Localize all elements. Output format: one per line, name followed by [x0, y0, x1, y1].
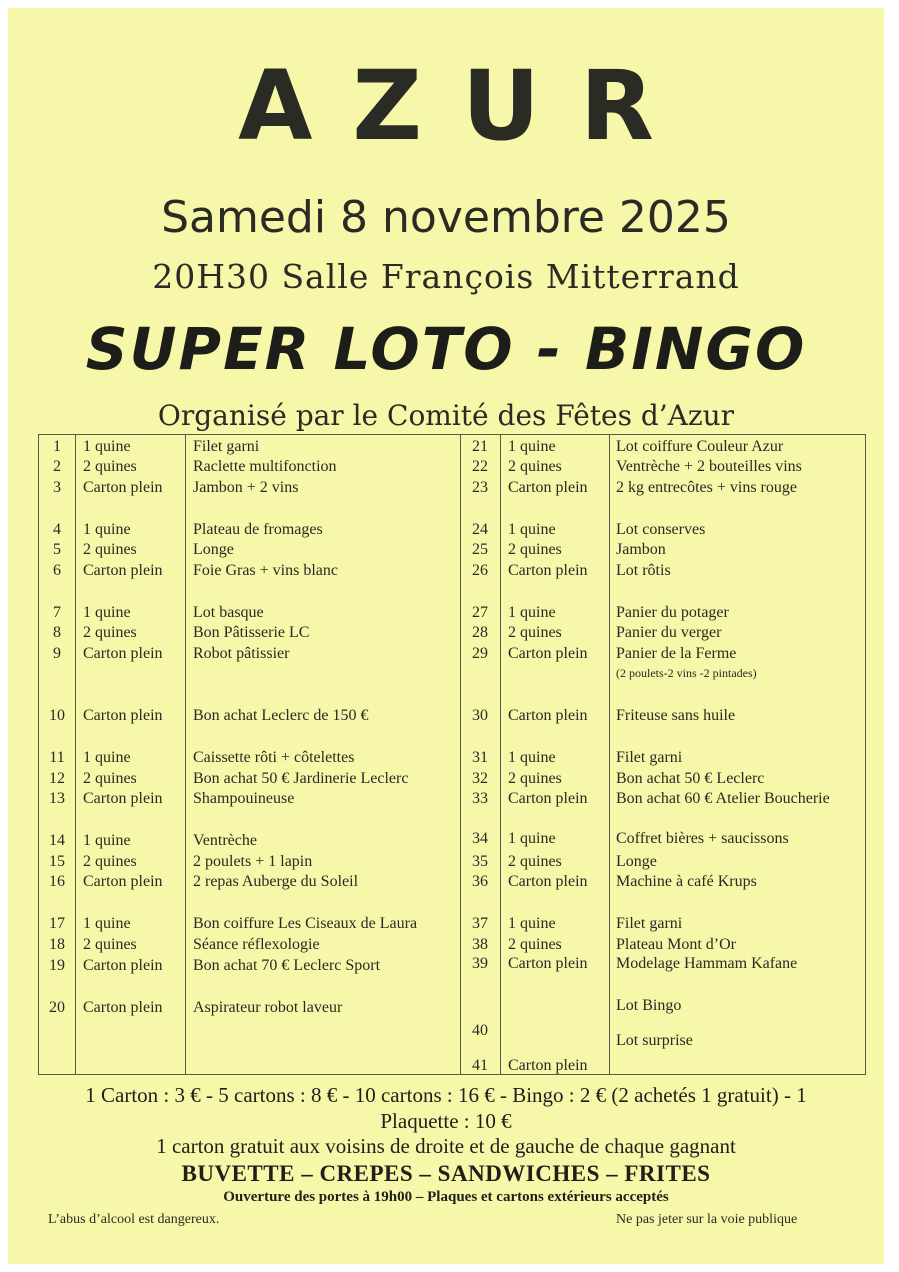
lot-number: 17	[49, 915, 65, 932]
lot-number: 29	[472, 645, 488, 662]
column-divider	[500, 435, 501, 1074]
pricing-line-1: 1 Carton : 3 € - 5 cartons : 8 € - 10 cartons : 16 € - Bingo : 2 € (2 achetés 1 gratuit) - 1	[85, 1083, 807, 1107]
lot-game-type: Carton plein	[508, 707, 588, 724]
lot-game-type: 1 quine	[83, 438, 131, 455]
lot-game-type: Carton plein	[508, 873, 588, 890]
buvette-line: BUVETTE – CREPES – SANDWICHES – FRITES	[181, 1161, 711, 1186]
lot-game-type: 2 quines	[83, 624, 137, 641]
lot-prize: Coffret bières + saucissons	[616, 830, 789, 847]
lot-game-type: Carton plein	[508, 479, 588, 496]
lot-number: 3	[53, 479, 61, 496]
lot-prize: Caissette rôti + côtelettes	[193, 749, 355, 766]
lot-prize: Séance réflexologie	[193, 936, 320, 953]
lot-number: 2	[53, 458, 61, 475]
lot-game-type: 2 quines	[83, 458, 137, 475]
lot-number: 4	[53, 521, 61, 538]
lot-prize: Ventrèche + 2 bouteilles vins	[616, 458, 802, 475]
column-divider	[185, 435, 186, 1074]
lot-prize: Filet garni	[616, 915, 683, 932]
lots-table	[38, 434, 866, 1075]
lot-game-type: 2 quines	[508, 458, 562, 475]
lot-prize: Lot Bingo	[616, 997, 682, 1014]
lot-prize: Bon achat 60 € Atelier Boucherie	[616, 790, 830, 807]
lot-prize: Lot rôtis	[616, 562, 671, 579]
lot-game-type: 2 quines	[83, 936, 137, 953]
lot-game-type: 1 quine	[83, 604, 131, 621]
lot-prize: Lot coiffure Couleur Azur	[616, 438, 784, 455]
lot-game-type: 2 quines	[508, 770, 562, 787]
lot-number: 32	[472, 770, 488, 787]
lot-number: 36	[472, 873, 488, 890]
lot-game-type: Carton plein	[83, 479, 163, 496]
lot-number: 11	[49, 749, 65, 766]
lot-prize: Robot pâtissier	[193, 645, 290, 662]
lot-number: 16	[49, 873, 65, 890]
lot-game-type: 1 quine	[83, 749, 131, 766]
lot-number: 21	[472, 438, 488, 455]
lot-prize: Longe	[193, 541, 234, 558]
lot-prize: Bon coiffure Les Ciseaux de Laura	[193, 915, 418, 932]
poster-title: AZUR	[238, 50, 694, 162]
lot-number: 13	[49, 790, 65, 807]
lot-prize: Bon achat 50 € Jardinerie Leclerc	[193, 770, 409, 787]
lot-number: 14	[49, 832, 65, 849]
lot-prize: 2 poulets + 1 lapin	[193, 853, 313, 870]
lot-game-type: 2 quines	[508, 624, 562, 641]
lot-number: 35	[472, 853, 488, 870]
lot-number: 38	[472, 936, 488, 953]
lot-prize: Panier du potager	[616, 604, 729, 621]
lot-prize: Lot basque	[193, 604, 264, 621]
lot-number: 22	[472, 458, 488, 475]
lot-number: 30	[472, 707, 488, 724]
lot-game-type: Carton plein	[508, 645, 588, 662]
lot-prize: Longe	[616, 853, 657, 870]
lot-game-type: Carton plein	[508, 1057, 588, 1074]
lot-prize: Jambon + 2 vins	[193, 479, 299, 496]
lot-game-type: 2 quines	[508, 541, 562, 558]
lot-game-type: 1 quine	[508, 830, 556, 847]
lot-number: 6	[53, 562, 61, 579]
lot-game-type: 1 quine	[508, 604, 556, 621]
lot-number: 23	[472, 479, 488, 496]
lot-game-type: Carton plein	[83, 790, 163, 807]
lot-prize: Lot conserves	[616, 521, 706, 538]
lot-game-type: 1 quine	[83, 521, 131, 538]
lot-number: 33	[472, 790, 488, 807]
lot-number: 34	[472, 830, 488, 847]
lot-number: 27	[472, 604, 488, 621]
lot-game-type: 1 quine	[83, 832, 131, 849]
lot-prize: Plateau Mont d’Or	[616, 936, 736, 953]
lot-prize: Panier du verger	[616, 624, 722, 641]
lot-prize: Bon achat Leclerc de 150 €	[193, 707, 369, 724]
lot-game-type: Carton plein	[83, 873, 163, 890]
lot-prize: Bon Pâtisserie LC	[193, 624, 310, 641]
lot-prize: Panier de la Ferme	[616, 645, 737, 662]
lot-game-type: Carton plein	[83, 999, 163, 1016]
lot-number: 28	[472, 624, 488, 641]
lot-number: 40	[472, 1022, 488, 1039]
alcohol-warning: L’abus d’alcool est dangereux.	[48, 1212, 220, 1227]
lot-game-type: 1 quine	[508, 749, 556, 766]
lot-game-type: 1 quine	[508, 438, 556, 455]
lot-prize: Friteuse sans huile	[616, 707, 736, 724]
lot-game-type: 2 quines	[83, 541, 137, 558]
lot-number: 31	[472, 749, 488, 766]
lot-game-type: Carton plein	[83, 957, 163, 974]
lot-prize: Machine à café Krups	[616, 873, 757, 890]
lot-number: 19	[49, 957, 65, 974]
column-divider	[609, 435, 610, 1074]
lot-number: 24	[472, 521, 488, 538]
lot-number: 8	[53, 624, 61, 641]
lot-game-type: 2 quines	[83, 770, 137, 787]
lot-prize: Raclette multifonction	[193, 458, 337, 475]
lot-game-type: Carton plein	[83, 707, 163, 724]
lot-game-type: 1 quine	[83, 915, 131, 932]
lot-number: 20	[49, 999, 65, 1016]
lot-number: 37	[472, 915, 488, 932]
lot-prize: Ventrèche	[193, 832, 257, 849]
event-time-place: 20H30 Salle François Mitterrand	[152, 257, 740, 296]
lot-number: 18	[49, 936, 65, 953]
lot-number: 39	[472, 955, 488, 972]
lot-prize: Filet garni	[616, 749, 683, 766]
lot-number: 1	[53, 438, 61, 455]
lot-game-type: 2 quines	[508, 936, 562, 953]
no-littering: Ne pas jeter sur la voie publique	[616, 1212, 798, 1227]
lot-number: 26	[472, 562, 488, 579]
lot-game-type: Carton plein	[508, 562, 588, 579]
lot-prize: Plateau de fromages	[193, 521, 323, 538]
lot-game-type: 1 quine	[508, 915, 556, 932]
lot-prize: Bon achat 50 € Leclerc	[616, 770, 765, 787]
lot-29-note: (2 poulets-2 vins -2 pintades)	[616, 666, 757, 680]
lot-prize: Lot surprise	[616, 1032, 693, 1049]
lot-prize: Foie Gras + vins blanc	[193, 562, 338, 579]
lot-prize: Bon achat 70 € Leclerc Sport	[193, 957, 381, 974]
lot-game-type: Carton plein	[83, 645, 163, 662]
lot-number: 9	[53, 645, 61, 662]
lot-number: 25	[472, 541, 488, 558]
lot-number: 41	[472, 1057, 488, 1074]
lot-prize: 2 repas Auberge du Soleil	[193, 873, 359, 890]
free-card-line: 1 carton gratuit aux voisins de droite et de gauche de chaque gagnant	[156, 1134, 736, 1158]
lot-prize: Filet garni	[193, 438, 260, 455]
lot-number: 12	[49, 770, 65, 787]
lot-game-type: 2 quines	[508, 853, 562, 870]
doors-line: Ouverture des portes à 19h00 – Plaques et cartons extérieurs acceptés	[223, 1189, 669, 1205]
lot-game-type: 2 quines	[83, 853, 137, 870]
poster	[8, 8, 884, 1264]
lot-game-type: Carton plein	[508, 955, 588, 972]
lot-prize: Modelage Hammam Kafane	[616, 955, 798, 972]
lot-prize: Jambon	[616, 541, 666, 558]
event-headline: SUPER LOTO - BINGO	[85, 315, 807, 383]
lot-number: 15	[49, 853, 65, 870]
column-divider	[75, 435, 76, 1074]
lot-prize: 2 kg entrecôtes + vins rouge	[616, 479, 797, 496]
lot-prize: Aspirateur robot laveur	[193, 999, 343, 1016]
lot-game-type: Carton plein	[508, 790, 588, 807]
lot-number: 5	[53, 541, 61, 558]
pricing-line-2: Plaquette : 10 €	[380, 1109, 512, 1133]
lot-number: 10	[49, 707, 65, 724]
lot-prize: Shampouineuse	[193, 790, 295, 807]
lot-number: 7	[53, 604, 61, 621]
lot-game-type: Carton plein	[83, 562, 163, 579]
organizer-line: Organisé par le Comité des Fêtes d’Azur	[157, 399, 735, 432]
lot-game-type: 1 quine	[508, 521, 556, 538]
event-date: Samedi 8 novembre 2025	[161, 192, 731, 243]
